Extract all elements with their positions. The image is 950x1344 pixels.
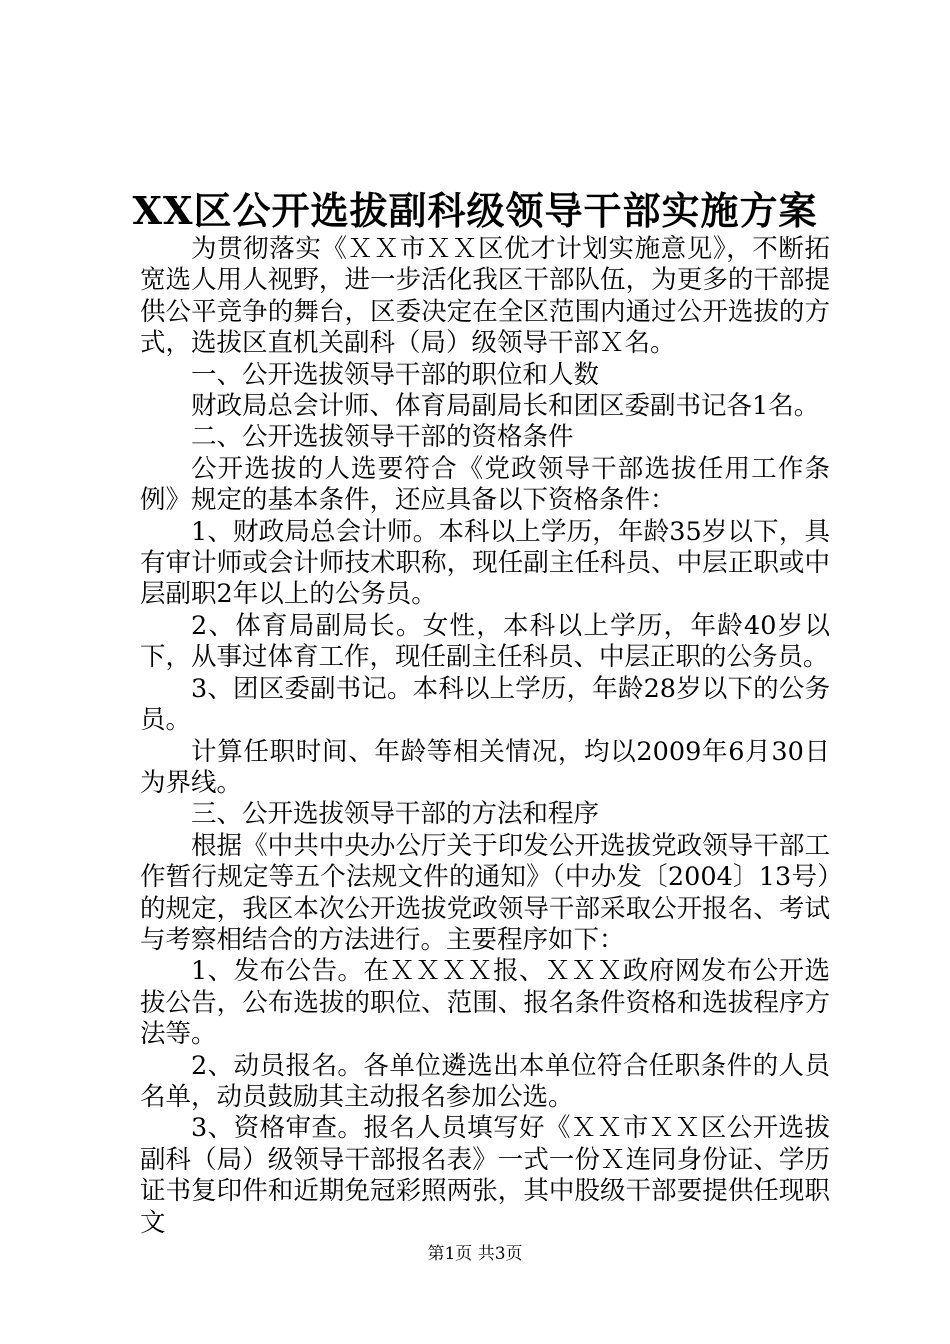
paragraph-qualifications: 公开选拔的人选要符合《党政领导干部选拔任用工作条例》规定的基本条件，还应具备以下资格条件： [140,453,830,516]
list-item-step-2: 2、动员报名。各单位遴选出本单位符合任职条件的人员名单，动员鼓励其主动报名参加公选。 [140,1050,830,1112]
paragraph-intro: 为贯彻落实《ＸＸ市ＸＸ区优才计划实施意见》，不断拓宽选人用人视野，进一步活化我区干部队伍，为更多的干部提供公平竞争的舞台，区委决定在全区范围内通过公开选拔的方式，选拔区直机关副科（局）级领导干部Ｘ名。 [140,234,830,359]
page-number-footer: 第1页 共3页 [427,1244,523,1264]
list-item-qualification-1: 1、财政局总会计师。本科以上学历，年龄35岁以下，具有审计师或会计师技术职称，现任副主任科员、中层正职或中层副职2年以上的公务员。 [140,516,830,610]
paragraph-procedure: 根据《中共中央办公厅关于印发公开选拔党政领导干部工作暂行规定等五个法规文件的通知》（中办发〔2004〕13号）的规定，我区本次公开选拔党政领导干部采取公开报名、考试与考察相结合的方法进行。主要程序如下： [140,830,830,955]
list-item-step-1: 1、发布公告。在ＸＸＸＸ报、ＸＸＸ政府网发布公开选拔公告，公布选拔的职位、范围、报名条件资格和选拔程序方法等。 [140,956,830,1050]
section-heading-3: 三、公开选拔领导干部的方法和程序 [191,799,600,830]
paragraph-positions: 财政局总会计师、体育局副局长和团区委副书记各1名。 [191,391,820,422]
document-title: XX区公开选拔副科级领导干部实施方案 [132,188,818,233]
list-item-qualification-2: 2、体育局副局长。女性，本科以上学历，年龄40岁以下，从事过体育工作，现任副主任科员、中层正职的公务员。 [140,610,830,673]
document-body [140,234,830,1239]
list-item-step-3: 3、资格审查。报名人员填写好《ＸＸ市ＸＸ区公开选拔副科（局）级领导干部报名表》一式一份Ｘ连同身份证、学历证书复印件和近期免冠彩照两张，其中股级干部要提供任现职文 [140,1113,830,1238]
section-heading-2: 二、公开选拔领导干部的资格条件 [191,422,574,453]
section-heading-1: 一、公开选拔领导干部的职位和人数 [191,359,600,390]
list-item-qualification-3: 3、团区委副书记。本科以上学历，年龄28岁以下的公务员。 [140,673,830,736]
paragraph-cutoff-date: 计算任职时间、年龄等相关情况，均以2009年6月30日为界线。 [140,736,830,798]
